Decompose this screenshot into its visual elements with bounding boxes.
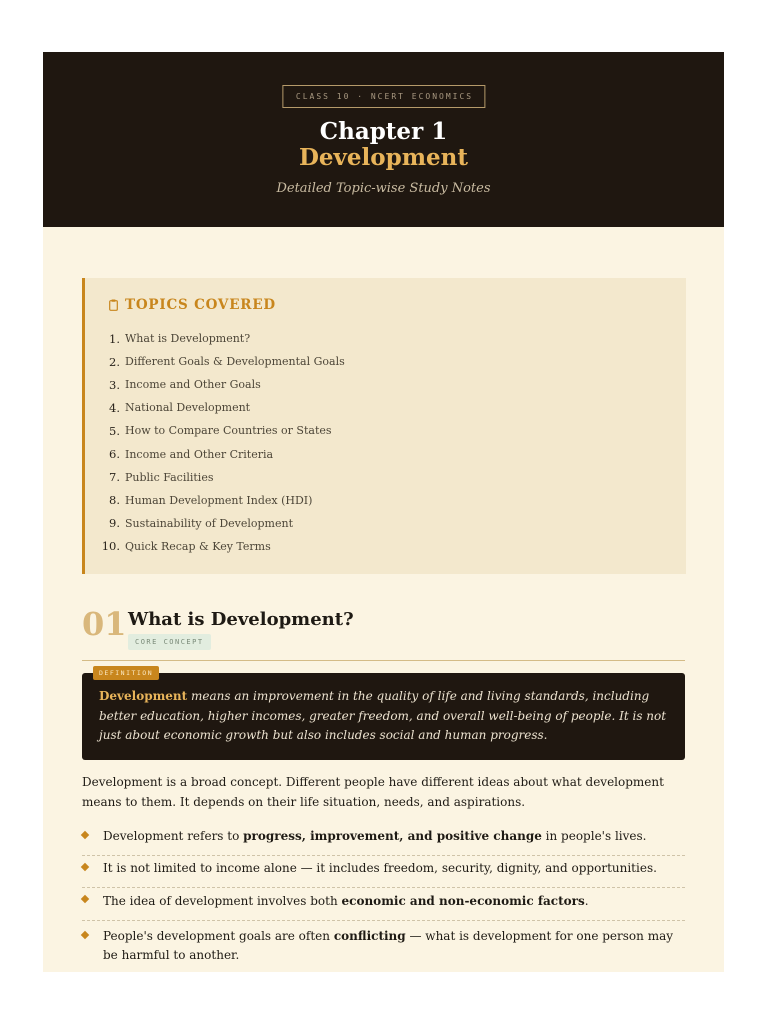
- bullet-text: in people's lives.: [541, 829, 647, 843]
- section-header: [82, 604, 685, 661]
- class-tag: CLASS 10 · NCERT ECONOMICS: [282, 85, 485, 108]
- bullet-text: It is not limited to income alone — it includes freedom, security, dignity, and opportunities.: [103, 861, 657, 875]
- list-item: [82, 856, 685, 888]
- toc-item-number: 2.: [109, 354, 120, 369]
- chapter-title: Development: [298, 144, 469, 171]
- bullet-text: — what is development for one person may be harmful to another.: [103, 929, 673, 962]
- toc-item[interactable]: [85, 373, 345, 396]
- toc-item-label: What is Development?: [125, 332, 251, 346]
- toc-item-label: How to Compare Countries or States: [125, 424, 332, 438]
- toc-item-number: 7.: [109, 470, 120, 485]
- toc-item-number: 9.: [109, 516, 120, 531]
- bullet-text: Development refers to: [103, 829, 244, 843]
- clipboard-icon: [109, 299, 118, 311]
- bullet-text: .: [584, 894, 589, 908]
- bullet-bold: conflicting: [333, 929, 406, 943]
- definition-box: [82, 669, 685, 760]
- toc-item-label: National Development: [125, 401, 251, 415]
- toc-item[interactable]: [85, 512, 345, 535]
- definition-term: Development: [99, 689, 188, 703]
- toc-item-label: Different Goals & Developmental Goals: [125, 355, 345, 369]
- core-concept-badge: CORE CONCEPT: [128, 634, 211, 650]
- toc-item[interactable]: [85, 350, 345, 373]
- toc-item-number: 1.: [109, 331, 120, 346]
- definition-label: DEFINITION: [93, 666, 159, 680]
- chapter-number: Chapter 1: [319, 118, 448, 145]
- toc-item-number: 6.: [109, 447, 120, 462]
- bullet-text: People's development goals are often: [103, 929, 334, 943]
- toc-item-number: 4.: [109, 400, 120, 415]
- toc-heading-label: TOPICS COVERED: [125, 297, 276, 313]
- diamond-bullet-icon: [81, 863, 89, 871]
- topics-covered-box: [82, 278, 686, 574]
- diamond-bullet-icon: [81, 931, 89, 939]
- list-item: [82, 824, 685, 856]
- key-points-list: [82, 824, 685, 965]
- toc-item-label: Public Facilities: [125, 470, 214, 484]
- bullet-text: The idea of development involves both: [103, 894, 342, 908]
- section-number: 01: [82, 605, 127, 643]
- section-title: What is Development?: [128, 609, 354, 630]
- diamond-bullet-icon: [81, 895, 89, 903]
- toc-item-label: Income and Other Goals: [125, 378, 261, 392]
- toc-item[interactable]: [85, 442, 345, 465]
- diamond-bullet-icon: [81, 831, 89, 839]
- list-item: [82, 921, 685, 965]
- toc-item-number: 10.: [101, 539, 120, 554]
- toc-item-label: Quick Recap & Key Terms: [125, 539, 271, 553]
- toc-item-number: 3.: [109, 377, 120, 392]
- toc-item-label: Human Development Index (HDI): [125, 493, 313, 507]
- definition-text: [99, 687, 668, 746]
- chapter-subtitle: Detailed Topic-wise Study Notes: [276, 181, 491, 196]
- toc-item[interactable]: [85, 419, 345, 442]
- toc-item-number: 5.: [109, 423, 120, 438]
- toc-list: [85, 327, 345, 558]
- toc-item[interactable]: [85, 535, 345, 558]
- toc-item-label: Sustainability of Development: [125, 516, 294, 530]
- intro-paragraph: Development is a broad concept. Different people have different ideas about what development means to them. It depends on their life situation, needs, and aspirations.: [82, 775, 664, 809]
- bullet-bold: progress, improvement, and positive change: [243, 829, 542, 843]
- list-item: [82, 888, 685, 921]
- definition-body: means an improvement in the quality of life and living standards, including better education, higher incomes, greater freedom, and overall well-being of people. It is not just about economic growth but also includes social and human progress.: [99, 689, 667, 742]
- toc-item[interactable]: [85, 489, 345, 512]
- bullet-bold: economic and non-economic factors: [341, 894, 585, 908]
- toc-item-label: Income and Other Criteria: [125, 447, 274, 461]
- toc-item[interactable]: [85, 396, 345, 419]
- toc-item-number: 8.: [109, 493, 120, 508]
- toc-heading: [109, 297, 276, 313]
- hero-banner: [43, 52, 724, 227]
- notes-page: [43, 52, 724, 972]
- toc-item[interactable]: [85, 466, 345, 489]
- toc-item[interactable]: [85, 327, 345, 350]
